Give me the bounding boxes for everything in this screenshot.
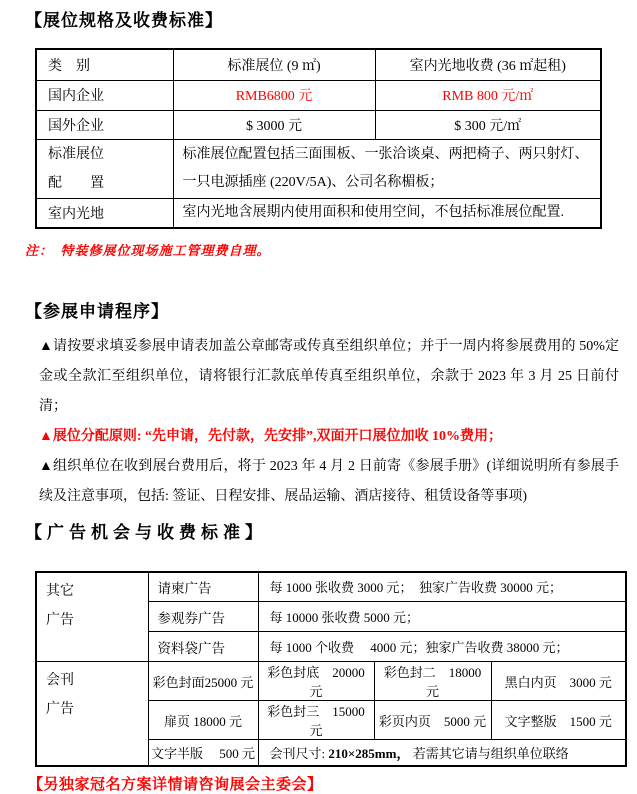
journal-fee-title-page: 扉页 18000 元 bbox=[148, 701, 258, 740]
ad-row-invitation bbox=[36, 572, 626, 602]
foreign-label: 国外企业 bbox=[36, 110, 173, 139]
journal-ad-row-1 bbox=[36, 662, 626, 701]
section-title-application-procedure: 【参展申请程序】 bbox=[25, 301, 169, 321]
other-ads-label-line1: 其它 bbox=[46, 583, 74, 599]
journal-ads-label-line2: 广告 bbox=[46, 702, 74, 717]
invitation-ad-fee: 每 1000 张收费 3000 元； 独家广告收费 30000 元； bbox=[258, 572, 626, 602]
journal-size-cell bbox=[258, 740, 626, 766]
journal-size-value: 210×285mm， bbox=[328, 745, 410, 761]
journal-fee-text-half-page: 文字半版 500 元 bbox=[148, 740, 258, 766]
bare-space-description: 室内光地含展期内使用面积和使用空间，不包括标准展位配置. bbox=[173, 198, 601, 228]
procedure-item-application: ▲请按要求填妥参展申请表加盖公章邮寄或传真至组织单位；并于一周内将参展费用的 50%定金或全款汇至组织单位，请将银行汇款底单传真至组织单位，余款于 2023 年 3 月 25 日前付清； bbox=[39, 338, 619, 414]
domestic-standard-fee: RMB6800 元 bbox=[173, 80, 375, 110]
foreign-space-fee: $ 300 元/㎡ bbox=[375, 110, 601, 139]
header-indoor-space: 室内光地收费 (36 ㎡起租) bbox=[375, 49, 601, 80]
journal-fee-inside-front: 彩色封二 18000 元 bbox=[374, 662, 491, 701]
journal-size-label: 会刊尺寸: bbox=[269, 745, 329, 761]
config-label-line1: 标准展位 bbox=[48, 146, 104, 162]
visitor-ticket-ad-fee: 每 10000 张收费 5000 元； bbox=[258, 602, 626, 632]
procedure-list bbox=[39, 332, 619, 512]
bag-ad-fee: 每 1000 个收费 4000 元；独家广告收费 38000 元； bbox=[258, 632, 626, 662]
section-title-booth-specs: 【展位规格及收费标准】 bbox=[25, 11, 223, 30]
other-ads-group-label bbox=[36, 572, 148, 662]
ad-fee-table bbox=[35, 571, 627, 767]
journal-ads-group-label bbox=[36, 662, 148, 766]
journal-fee-front-cover: 彩色封面25000 元 bbox=[148, 662, 258, 701]
exclusive-naming-footer: 【另独家冠名方案详情请咨询展会主委会】 bbox=[28, 776, 323, 793]
procedure-item-manual: ▲组织单位在收到展台费用后，将于 2023 年 4 月 2 日前寄《参展手册》(详细说明所有参展手续及注意事项，包括: 签证、日程安排、展品运输、酒店接待、租赁设备等事项) bbox=[39, 458, 619, 504]
booth-fee-table bbox=[35, 48, 602, 229]
invitation-ad-type: 请柬广告 bbox=[148, 572, 258, 602]
journal-fee-back-cover: 彩色封底 20000 元 bbox=[258, 662, 374, 701]
header-standard-booth: 标准展位 (9 ㎡) bbox=[173, 49, 375, 80]
bare-space-label: 室内光地 bbox=[36, 198, 173, 228]
procedure-item-allocation-rule: ▲展位分配原则: “先申请，先付款，先安排”,双面开口展位加收 10%费用； bbox=[39, 428, 503, 444]
visitor-ticket-ad-type: 参观券广告 bbox=[148, 602, 258, 632]
foreign-standard-fee: $ 3000 元 bbox=[173, 110, 375, 139]
booth-table-header-row bbox=[36, 49, 601, 80]
journal-fee-inside-back: 彩色封三 15000 元 bbox=[258, 701, 374, 740]
journal-fee-text-full-page: 文字整版 1500 元 bbox=[491, 701, 626, 740]
journal-ads-label-line1: 会刊 bbox=[46, 673, 74, 688]
journal-fee-color-page: 彩页内页 5000 元 bbox=[374, 701, 491, 740]
domestic-space-fee: RMB 800 元/㎡ bbox=[375, 80, 601, 110]
journal-fee-bw-page: 黑白内页 3000 元 bbox=[491, 662, 626, 701]
domestic-label: 国内企业 bbox=[36, 80, 173, 110]
other-ads-label-line2: 广告 bbox=[46, 612, 74, 628]
config-description: 标准展位配置包括三面围板、一张洽谈桌、两把椅子、两只射灯、一只电源插座 (220V/5A)、公司名称楣板； bbox=[173, 139, 601, 198]
special-decoration-note: 注： 特装修展位现场施工管理费自理。 bbox=[25, 242, 271, 258]
bag-ad-type: 资料袋广告 bbox=[148, 632, 258, 662]
journal-size-note: 若需其它请与组织单位联络 bbox=[409, 745, 569, 761]
section-title-advertising: 【广告机会与收费标准】 bbox=[25, 522, 267, 542]
booth-row-foreign bbox=[36, 110, 601, 139]
config-label bbox=[36, 139, 173, 198]
header-category: 类 别 bbox=[36, 49, 173, 80]
booth-row-domestic bbox=[36, 80, 601, 110]
config-label-line2: 配 置 bbox=[48, 175, 104, 191]
booth-row-bare-space bbox=[36, 198, 601, 228]
booth-row-config bbox=[36, 139, 601, 198]
